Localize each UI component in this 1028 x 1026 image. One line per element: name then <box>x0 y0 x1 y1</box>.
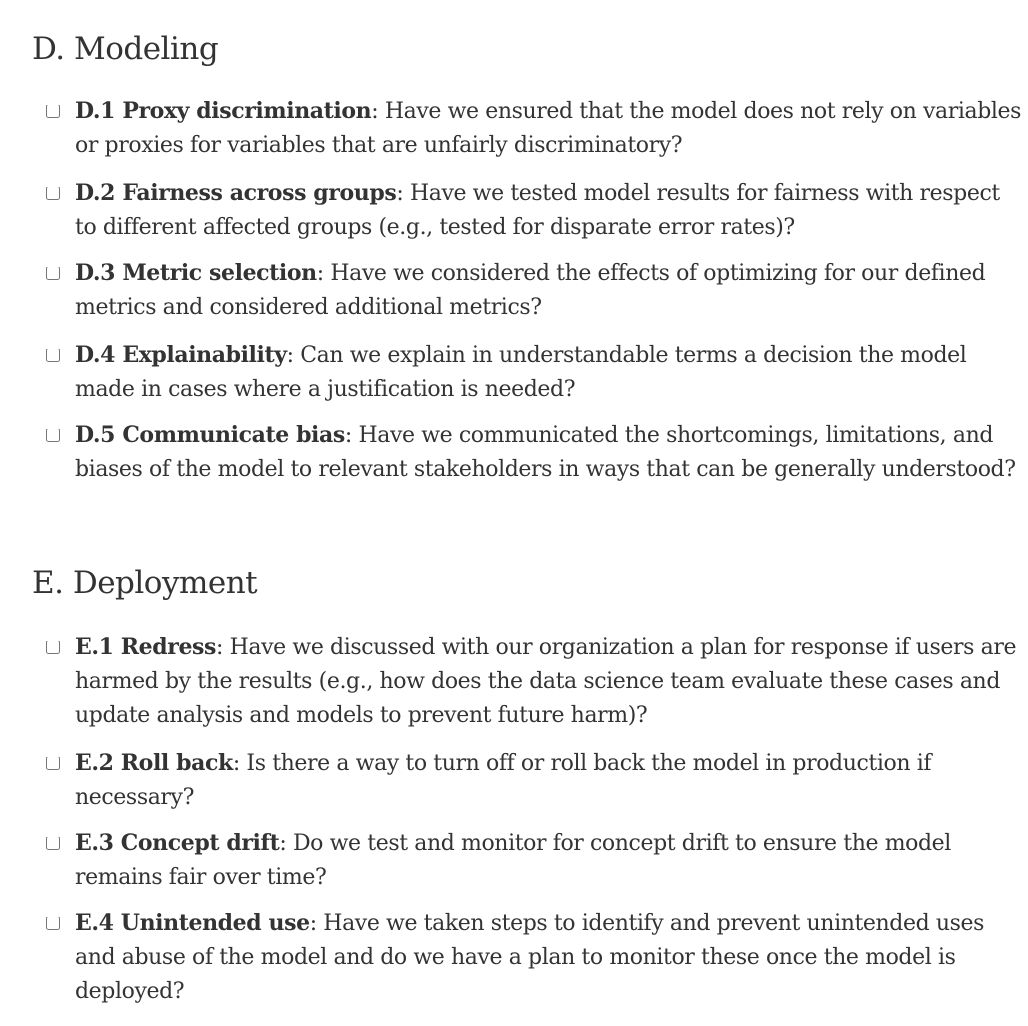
checklist-item-d3 <box>46 256 1022 325</box>
item-separator-d3: : <box>316 261 331 286</box>
checklist-item-d2 <box>46 176 1022 245</box>
checkbox-e4[interactable] <box>46 916 60 930</box>
checklist-item-e2 <box>46 746 1022 815</box>
checkbox-e2[interactable] <box>46 756 60 770</box>
item-separator-d4: : <box>286 343 301 368</box>
item-label-e1: E.1 Redress <box>75 634 217 660</box>
item-text-d5 <box>75 418 1022 487</box>
item-description-e2: Is there a way to turn off or roll back the model in production if necessary? <box>75 751 932 810</box>
item-label-d2: D.2 Fairness across groups <box>75 180 397 206</box>
item-description-d3: Have we considered the effects of optimizing for our defined metrics and considered additional metrics? <box>75 261 986 320</box>
checkbox-e3[interactable] <box>46 836 60 850</box>
checklist-item-e4 <box>46 906 1022 1009</box>
item-text-d3 <box>75 256 1022 325</box>
item-separator-d2: : <box>396 181 410 206</box>
checklist-item-d4 <box>46 338 1022 407</box>
item-text-d2 <box>75 176 1022 245</box>
item-label-e2: E.2 Roll back <box>75 750 233 776</box>
item-description-d5: Have we communicated the shortcomings, limitations, and biases of the model to relevant stakeholders in ways that can be generally understood? <box>75 423 1016 482</box>
item-description-e3: Do we test and monitor for concept drift to ensure the model remains fair over time? <box>75 831 951 890</box>
item-label-e4: E.4 Unintended use <box>75 910 310 936</box>
item-text-e2 <box>75 746 1022 815</box>
checkbox-d3[interactable] <box>46 266 60 280</box>
item-text-d1 <box>75 94 1022 163</box>
item-label-d4: D.4 Explainability <box>75 342 287 368</box>
item-description-d2: Have we tested model results for fairness with respect to different affected groups (e.g., tested for disparate error rates)? <box>75 181 1000 240</box>
item-text-e3 <box>75 826 1022 895</box>
item-separator-d1: : <box>371 99 385 124</box>
item-text-e4 <box>75 906 1022 1009</box>
checkbox-d4[interactable] <box>46 348 60 362</box>
checkbox-d5[interactable] <box>46 428 60 442</box>
item-separator-e3: : <box>279 831 293 856</box>
checklist-item-d5 <box>46 418 1022 487</box>
item-separator-d5: : <box>344 423 359 448</box>
item-separator-e4: : <box>309 911 324 936</box>
item-description-e4: Have we taken steps to identify and prevent unintended uses and abuse of the model and do we have a plan to monitor these once the model is deployed? <box>75 911 985 1004</box>
item-separator-e1: : <box>216 635 230 660</box>
item-label-d5: D.5 Communicate bias <box>75 422 345 448</box>
checklist-item-d1 <box>46 94 1022 163</box>
item-text-e1 <box>75 630 1022 733</box>
item-text-d4 <box>75 338 1022 407</box>
item-label-e3: E.3 Concept drift <box>75 830 280 856</box>
item-description-d4: Can we explain in understandable terms a decision the model made in cases where a justification is needed? <box>75 343 967 402</box>
checklist-item-e1 <box>46 630 1022 733</box>
item-label-d3: D.3 Metric selection <box>75 260 317 286</box>
item-description-e1: Have we discussed with our organization a plan for response if users are harmed by the results (e.g., how does the data science team evaluate these cases and update analysis and models to prevent future harm)? <box>75 635 1017 728</box>
checkbox-d1[interactable] <box>46 104 60 118</box>
checkbox-d2[interactable] <box>46 186 60 200</box>
checklist-item-e3 <box>46 826 1022 895</box>
checkbox-e1[interactable] <box>46 640 60 654</box>
section-title-modeling: D. Modeling <box>32 31 219 67</box>
item-separator-e2: : <box>232 751 247 776</box>
section-title-deployment: E. Deployment <box>32 565 258 601</box>
item-description-d1: Have we ensured that the model does not rely on variables or proxies for variables that are unfairly discriminatory? <box>75 99 1022 158</box>
item-label-d1: D.1 Proxy discrimination <box>75 98 372 124</box>
